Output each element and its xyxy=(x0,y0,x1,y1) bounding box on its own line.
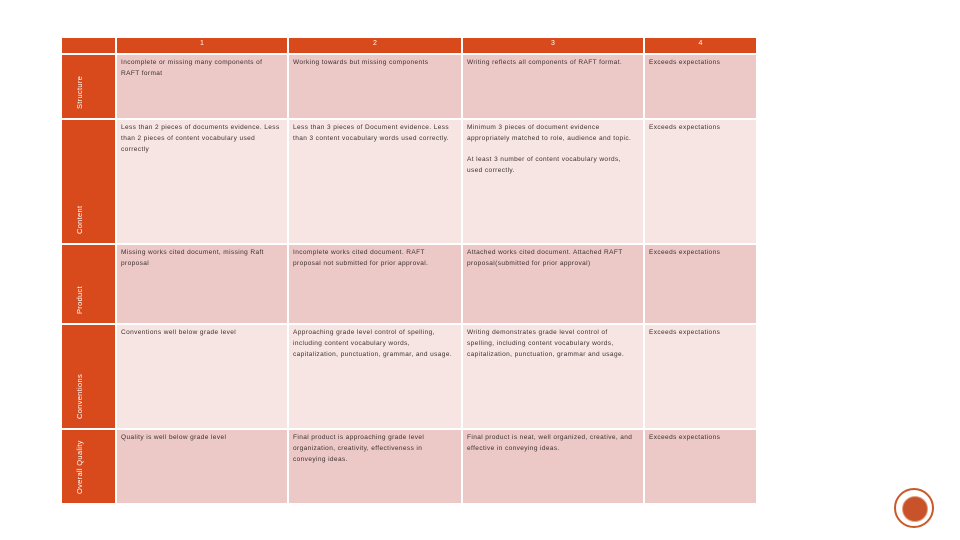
cell-overall-quality-3: Final product is neat, well organized, creative, and effective in conveying ideas. xyxy=(463,430,645,505)
cell-overall-quality-4: Exceeds expectations xyxy=(645,430,758,505)
cell-product-2: Incomplete works cited document. RAFT proposal not submitted for prior approval. xyxy=(289,245,463,325)
row-label-structure: Structure xyxy=(62,55,117,120)
cell-content-3 xyxy=(463,120,645,245)
cell-product-3: Attached works cited document. Attached RAFT proposal(submitted for prior approval) xyxy=(463,245,645,325)
header-score-2: 2 xyxy=(289,38,463,55)
cell-structure-1: Incomplete or missing many components of RAFT format xyxy=(117,55,289,120)
header-corner xyxy=(62,38,117,55)
row-label-conventions: Conventions xyxy=(62,325,117,430)
cell-content-1: Less than 2 pieces of documents evidence. Less than 2 pieces of content vocabulary used correctly xyxy=(117,120,289,245)
table-row-conventions xyxy=(62,325,758,430)
cell-conventions-2: Approaching grade level control of spelling, including content vocabulary words, capitalization, punctuation, grammar, and usage. xyxy=(289,325,463,430)
cell-conventions-1: Conventions well below grade level xyxy=(117,325,289,430)
cell-content-3-extra: At least 3 number of content vocabulary words, used correctly. xyxy=(467,156,621,174)
cell-structure-4: Exceeds expectations xyxy=(645,55,758,120)
rubric-table xyxy=(62,38,758,505)
table-row-overall-quality xyxy=(62,430,758,505)
cell-content-4: Exceeds expectations xyxy=(645,120,758,245)
row-label-overall-quality: Overall Quality xyxy=(62,430,117,505)
table-row-content xyxy=(62,120,758,245)
header-row xyxy=(62,38,758,55)
cell-product-1: Missing works cited document, missing Raft proposal xyxy=(117,245,289,325)
header-score-1: 1 xyxy=(117,38,289,55)
header-score-3: 3 xyxy=(463,38,645,55)
table-row-product xyxy=(62,245,758,325)
cell-product-4: Exceeds expectations xyxy=(645,245,758,325)
cell-structure-2: Working towards but missing components xyxy=(289,55,463,120)
row-label-product: Product xyxy=(62,245,117,325)
cell-conventions-3: Writing demonstrates grade level control of spelling, including content vocabulary words, capitalization, punctuation, grammar and usage. xyxy=(463,325,645,430)
cell-content-3-main: Minimum 3 pieces of document evidence appropriately matched to role, audience and topic. xyxy=(467,124,632,142)
cell-conventions-4: Exceeds expectations xyxy=(645,325,758,430)
cell-structure-3: Writing reflects all components of RAFT format. xyxy=(463,55,645,120)
table-row-structure xyxy=(62,55,758,120)
header-score-4: 4 xyxy=(645,38,758,55)
seal-logo xyxy=(894,488,934,528)
cell-content-2: Less than 3 pieces of Document evidence. Less than 3 content vocabulary words used correctly. xyxy=(289,120,463,245)
cell-overall-quality-2: Final product is approaching grade level organization, creativity, effectiveness in conveying ideas. xyxy=(289,430,463,505)
cell-overall-quality-1: Quality is well below grade level xyxy=(117,430,289,505)
row-label-content: Content xyxy=(62,120,117,245)
